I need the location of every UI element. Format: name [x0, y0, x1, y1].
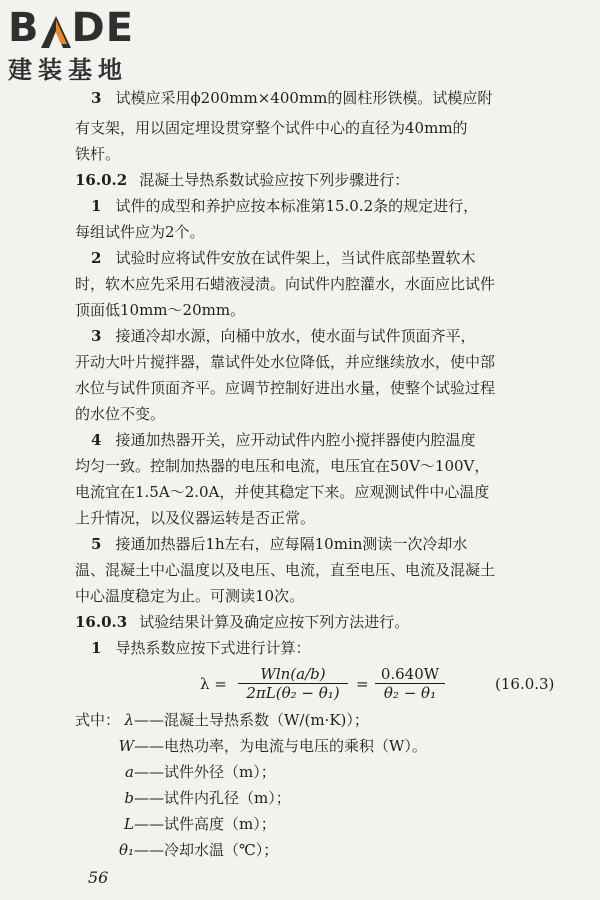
clause-line: [91, 88, 492, 108]
text-line: [75, 144, 120, 164]
legend-description: ——电热功率，为电流与电压的乘积（W）。: [134, 737, 427, 755]
legend-description: ——试件外径（m）；: [134, 763, 276, 781]
formula-16-0-3: [200, 665, 560, 705]
text-line: [75, 586, 304, 606]
line-text: 试验结果计算及确定应按下列方法进行。: [139, 613, 410, 631]
text-line: [75, 482, 489, 502]
line-text: 水位与试件顶面齐平。应调节控制好进出水量，使整个试验过程: [75, 379, 496, 397]
logo-letters-de: DE: [71, 5, 135, 51]
legend-description: ——试件高度（m）；: [134, 815, 276, 833]
clause-line: [91, 196, 478, 216]
legend-item: [110, 788, 291, 808]
equation-number: (16.0.3): [495, 675, 555, 693]
clause-number: 1: [91, 197, 102, 215]
section-number: 16.0.3: [75, 613, 128, 631]
legend-variable: W: [118, 737, 134, 755]
text-line: [75, 222, 205, 242]
logo-a-mark-icon: [41, 13, 71, 45]
clause-line: [91, 248, 475, 268]
logo-letter-b: B: [8, 5, 40, 51]
section-heading: [75, 612, 409, 632]
clause-number: 1: [91, 639, 102, 657]
clause-number: 5: [91, 535, 102, 553]
text-line: [75, 274, 495, 294]
line-text: 均匀一致。控制加热器的电压和电流，电压宜在50V～100V，: [75, 457, 490, 475]
text-line: [75, 560, 495, 580]
line-text: 导热系数应按下式进行计算：: [115, 639, 311, 657]
clause-number: 3: [91, 89, 102, 107]
line-text: 电流宜在1.5A～2.0A，并使其稳定下来。应观测试件中心温度: [75, 483, 490, 501]
clause-line: [91, 326, 475, 346]
legend-item: [110, 840, 278, 860]
line-text: 试验时应将试件安放在试件架上，当试件底部垫置软木: [115, 249, 476, 267]
line-text: 每组试件应为2个。: [75, 223, 205, 241]
formula-fraction-2: [375, 665, 445, 702]
clause-number: 2: [91, 249, 102, 267]
text-line: [75, 378, 495, 398]
line-text: 时，软木应先采用石蜡液浸渍。向试件内腔灌水，水面应比试件: [75, 275, 496, 293]
text-line: [75, 352, 495, 372]
formula-lhs: λ =: [200, 675, 227, 693]
line-text: 开动大叶片搅拌器，靠试件处水位降低，并应继续放水，使中部: [75, 353, 496, 371]
legend-variable: λ: [124, 711, 134, 729]
text-line: [75, 300, 245, 320]
line-text: 接通冷却水源，向桶中放水，使水面与试件顶面齐平，: [115, 327, 476, 345]
text-line: [75, 404, 165, 424]
watermark-logo: [8, 6, 208, 98]
line-text: 试模应采用ϕ200mm×400mm的圆柱形铁模。试模应附: [115, 89, 493, 107]
line-text: 铁杆。: [75, 145, 121, 163]
formula-numerator-1: Wln(a/b): [260, 665, 326, 683]
legend-variable: L: [124, 815, 134, 833]
legend-item: [110, 710, 369, 730]
line-text: 的水位不变。: [75, 405, 166, 423]
section-number: 16.0.2: [75, 171, 128, 189]
line-text: 中心温度稳定为止。可测读10次。: [75, 587, 305, 605]
line-text: 混凝土导热系数试验应按下列步骤进行：: [139, 171, 410, 189]
line-text: 温、混凝土中心温度以及电压、电流，直至电压、电流及混凝土: [75, 561, 496, 579]
text-line: [75, 118, 468, 138]
legend-variable: a: [125, 763, 134, 781]
logo-subtitle: 建装基地: [8, 56, 128, 84]
line-text: 试件的成型和养护应按本标准第15.0.2条的规定进行，: [115, 197, 479, 215]
clause-line: [91, 638, 310, 658]
line-text: 顶面低10mm～20mm。: [75, 301, 246, 319]
line-text: 有支架，用以固定埋设贯穿整个试件中心的直径为40mm的: [75, 119, 468, 137]
formula-numerator-2: 0.640W: [380, 665, 440, 683]
line-text: 上升情况，以及仪器运转是否正常。: [75, 509, 316, 527]
legend-variable: b: [124, 789, 134, 807]
formula-equals: =: [356, 675, 369, 693]
formula-denominator-2: θ₂ − θ₁: [383, 684, 437, 702]
page-number: 56: [88, 868, 109, 887]
clause-number: 4: [91, 431, 102, 449]
legend-description: ——冷却水温（℃）；: [134, 841, 279, 859]
legend-item: [110, 762, 276, 782]
legend-description: ——混凝土导热系数（W/(m·K)）；: [134, 711, 369, 729]
section-heading: [75, 170, 409, 190]
text-line: [75, 456, 489, 476]
clause-line: [91, 430, 475, 450]
clause-line: [91, 534, 467, 554]
text-line: [75, 508, 315, 528]
legend-variable: θ₁: [118, 841, 134, 859]
legend-description: ——试件内孔径（m）；: [134, 789, 291, 807]
line-text: 接通加热器开关，应开动试件内腔小搅拌器使内腔温度: [115, 431, 476, 449]
line-text: 接通加热器后1h左右，应每隔10min测读一次冷却水: [115, 535, 468, 553]
formula-denominator-1: 2πL(θ₂ − θ₁): [246, 684, 340, 702]
legend-item: [110, 814, 276, 834]
logo-brand: [8, 6, 208, 50]
clause-number: 3: [91, 327, 102, 345]
legend-intro: 式中：: [75, 711, 121, 729]
formula-fraction-1: [238, 665, 348, 702]
legend-item: [110, 736, 427, 756]
